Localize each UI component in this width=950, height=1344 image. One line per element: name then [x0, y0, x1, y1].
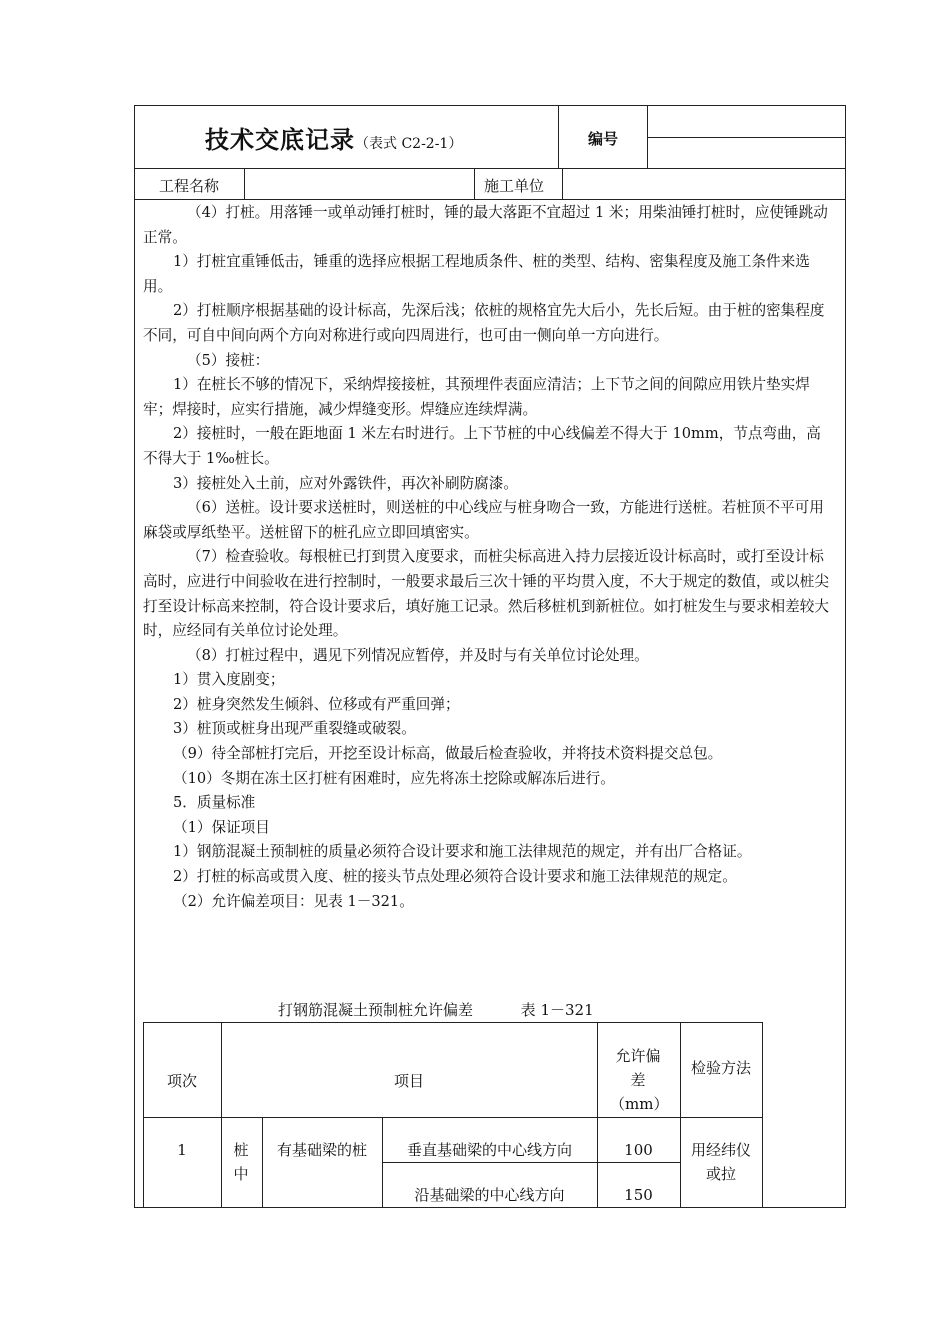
construction-unit-label: 施工单位: [484, 177, 545, 195]
number-value-bottom: [650, 142, 840, 162]
table-item-divider: [597, 1022, 598, 1208]
content-paragraph: （8）打桩过程中，遇见下列情况应暂停，并及时与有关单位讨论处理。: [187, 646, 649, 664]
project-value-divider: [474, 168, 475, 199]
project-row-divider: [134, 199, 846, 200]
header-method: 检验方法: [690, 1059, 751, 1077]
title-number-divider: [558, 105, 559, 168]
row-item-tolerance: 100: [624, 1141, 653, 1159]
table-item-split-line: [382, 1162, 680, 1163]
header-item: 项目: [393, 1072, 424, 1090]
content-paragraph: （1）保证项目: [173, 818, 270, 836]
content-paragraph: 2）接桩时，一般在距地面 1 米左右时进行。上下节桩的中心线偏差不得大于 10mm，节点弯曲，高不得大于 1‰桩长。: [143, 425, 821, 467]
content-paragraph: 3）桩顶或桩身出现严重裂缝或破裂。: [173, 720, 416, 738]
content-paragraph: 2）打桩顺序根据基础的设计标高，先深后浅；依桩的规格宜先大后小，先长后短。由于桩的密集程度不同，可自中间向两个方向对称进行或向四周进行，也可由一侧向单一方向进行。: [143, 302, 825, 344]
table-caption: 打钢筋混凝土预制桩允许偏差 表 1－321: [278, 1001, 594, 1019]
header-divider: [134, 168, 846, 169]
table-tolerance-divider: [680, 1022, 681, 1208]
content-paragraph: （6）送桩。设计要求送桩时，则送桩的中心线应与桩身吻合一致，方能进行送桩。若桩顶不平可用麻袋或厚纸垫平。送桩留下的桩孔应立即回填密实。: [143, 499, 824, 541]
project-name-divider: [244, 168, 245, 199]
unit-label-divider: [562, 168, 563, 199]
content-paragraph: 5．质量标准: [173, 794, 256, 812]
title-text: 技术交底记录: [205, 126, 355, 154]
content-paragraph: （7）检查验收。每根桩已打到贯入度要求，而桩尖标高进入持力层接近设计标高时，或打至设计标高时，应进行中间验收在进行控制时，一般要求最后三次十锤的平均贯入度，不大于规定的数值，或以桩尖打至设计标高来控制，符合设计要求后，填好施工记录。然后移桩机到新桩位。如打桩发生与要求相差较大时，应经同有关单位讨论处理。: [143, 548, 829, 640]
form-code: （表式 C2-2-1）: [355, 136, 463, 152]
table-index-divider: [221, 1022, 222, 1208]
content-paragraph: 3）接桩处入土前，应对外露铁件，再次补刷防腐漆。: [173, 474, 518, 492]
row-subgroup: 有基础梁的桩: [276, 1141, 367, 1159]
record-title: [205, 120, 462, 155]
number-value-top: [650, 112, 840, 132]
content-paragraph: （10）冬期在冻土区打桩有困难时，应先将冻土挖除或解冻后进行。: [173, 769, 615, 787]
disclosure-content: [143, 201, 835, 914]
header-tolerance: 允许偏差（mm）: [610, 1047, 669, 1113]
header-index: 项次: [166, 1072, 197, 1090]
project-name-label: 工程名称: [159, 177, 220, 195]
content-paragraph: （2）允许偏差项目：见表 1－321。: [173, 892, 414, 910]
table-header-bottom-line: [143, 1117, 763, 1118]
row-item-name: 沿基础梁的中心线方向: [414, 1186, 565, 1204]
content-paragraph: 1）在桩长不够的情况下，采纳焊接接桩，其预埋件表面应清洁；上下节之间的间隙应用铁片垫实焊牢；焊接时，应实行措施，减少焊缝变形。焊缝应连续焊满。: [143, 376, 810, 418]
table-group-divider: [262, 1117, 263, 1208]
row-group: 桩中: [233, 1141, 249, 1183]
content-paragraph: 2）打桩的标高或贯入度、桩的接头节点处理必须符合设计要求和施工法律规范的规定。: [173, 868, 737, 886]
content-paragraph: （4）打桩。用落锤一或单动锤打桩时，锤的最大落距不宜超过 1 米；用柴油锤打桩时，应使锤跳动正常。: [143, 204, 828, 246]
content-paragraph: （9）待全部桩打完后，开挖至设计标高，做最后检查验收，并将技术资料提交总包。: [173, 745, 723, 763]
row-item-tolerance: 150: [624, 1186, 653, 1204]
table-left-line: [143, 1022, 144, 1208]
content-paragraph: （5）接桩：: [187, 351, 270, 369]
number-label: 编号: [588, 130, 619, 148]
content-paragraph: 2）桩身突然发生倾斜、位移或有严重回弹；: [173, 695, 460, 713]
content-paragraph: 1）钢筋混凝土预制桩的质量必须符合设计要求和施工法律规范的规定，并有出厂合格证。: [173, 843, 752, 861]
table-top-line: [143, 1022, 763, 1023]
content-paragraph: 1）打桩宜重锤低击，锤重的选择应根据工程地质条件、桩的类型、结构、密集程度及施工条件来选用。: [143, 253, 810, 295]
row-item-name: 垂直基础梁的中心线方向: [406, 1141, 572, 1159]
content-paragraph: 1）贯入度剧变；: [173, 671, 285, 689]
row-index: 1: [177, 1141, 187, 1159]
row-method: 用经纬仪或拉: [690, 1141, 751, 1183]
table-right-line: [762, 1022, 763, 1208]
number-split-line: [647, 137, 846, 138]
